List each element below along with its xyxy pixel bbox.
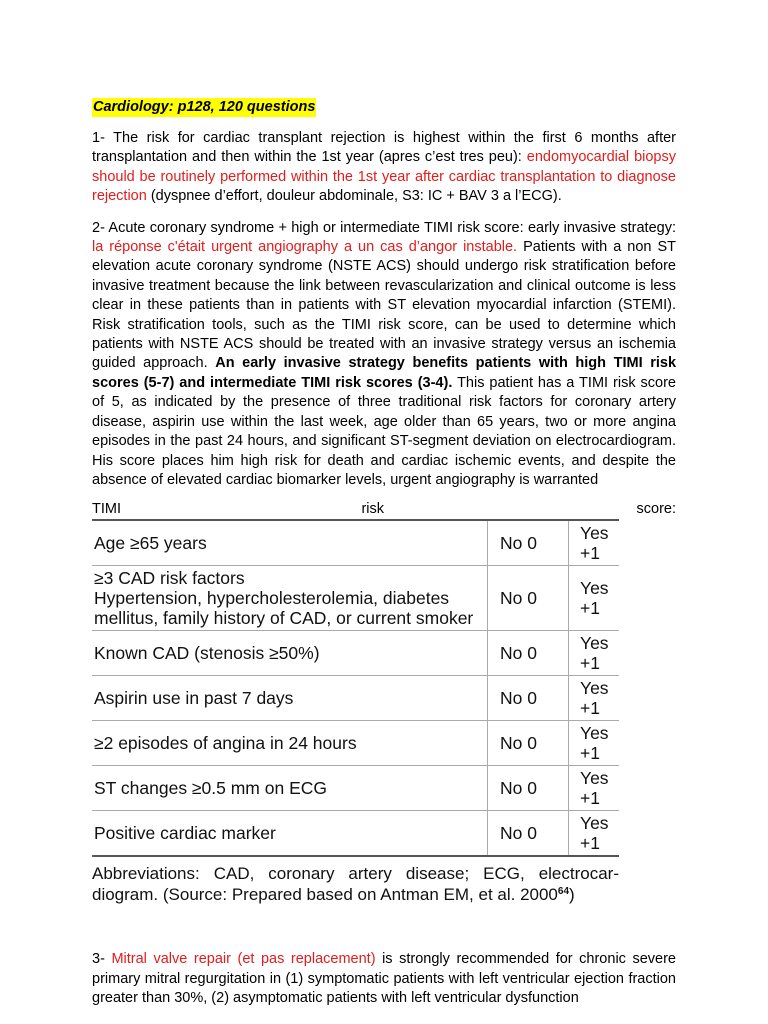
timi-criterion: Positive cardiac marker — [94, 823, 276, 844]
document-page — [92, 98, 676, 1009]
paragraph-3 — [92, 950, 676, 1008]
abbreviations-text: Abbreviations: CAD, coronary artery disease; ECG, electrocar-diogram. (Source: Prepared based on Antman EM, et al. 2000 — [92, 864, 619, 905]
timi-criterion: ≥3 CAD risk factors Hypertension, hypercholesterolemia, diabetes mellitus, family history of CAD, or current smoker — [92, 566, 488, 631]
timi-no-value: No 0 — [488, 520, 569, 566]
timi-no-value: No 0 — [488, 566, 569, 631]
abbreviations-close: ) — [569, 885, 575, 905]
timi-yes-value: Yes +1 — [569, 766, 620, 811]
p1-text-2: (dyspnee d’effort, douleur abdominale, S3: IC + BAV 3 a l’ECG). — [146, 188, 562, 205]
timi-risk-table — [92, 519, 619, 857]
paragraph-1 — [92, 129, 676, 207]
timi-yes-value: Yes +1 — [569, 811, 620, 857]
timi-word: TIMI — [92, 501, 121, 518]
p1-text-1: 1- The risk for cardiac transplant rejection is highest within the first 6 months after transplantation and then within the 1st year (apres c’est tres peu): — [92, 130, 676, 166]
timi-row — [92, 721, 619, 766]
table-abbreviations — [92, 863, 619, 905]
timi-yes-value: Yes +1 — [569, 676, 620, 721]
p3-highlight: Mitral valve repair (et pas replacement) — [111, 951, 376, 968]
section-heading: Cardiology: p128, 120 questions — [93, 99, 316, 115]
timi-row — [92, 631, 619, 676]
timi-criterion: ≥2 episodes of angina in 24 hours — [92, 721, 488, 766]
timi-yes-value: Yes +1 — [569, 566, 620, 631]
timi-criterion: Aspirin use in past 7 days — [92, 676, 488, 721]
timi-criterion: Known CAD (stenosis ≥50%) — [92, 631, 488, 676]
timi-row — [92, 566, 619, 631]
score-word: score: — [636, 501, 676, 518]
timi-no-value: No 0 — [488, 721, 569, 766]
risk-word: risk — [361, 501, 385, 518]
p1-highlight: endomyocardial biopsy should be routinely performed within the 1st year after cardiac transplantation to diagnose rejection — [92, 149, 676, 205]
timi-no-value: No 0 — [488, 766, 569, 811]
timi-criterion: ST changes ≥0.5 mm on ECG — [92, 766, 488, 811]
timi-row — [92, 520, 619, 566]
p2-text-2: Patients with a non ST elevation acute coronary syndrome (NSTE ACS) should undergo risk stratification before invasive treatment because the link between revascularization and clinical outcome is less clear in these patients than in patients with ST elevation myocardial infarction (STEMI). Risk stratification tools, such as the TIMI risk score, can be used to determine which patients with NSTE ACS should be treated with an invasive strategy versus an ischemia guided approach. — [92, 239, 677, 372]
p2-text-1: 2- Acute coronary syndrome + high or intermediate TIMI risk score: early invasive strategy: — [92, 219, 676, 236]
timi-no-value: No 0 — [488, 676, 569, 721]
timi-yes-value: Yes +1 — [569, 631, 620, 676]
p3-text-1: 3- — [92, 951, 112, 968]
timi-yes-value: Yes +1 — [569, 520, 620, 566]
p2-highlight: la réponse c'était urgent angiography a un cas d’angor instable. — [92, 239, 518, 256]
timi-row — [92, 676, 619, 721]
timi-no-value: No 0 — [488, 631, 569, 676]
paragraph-2 — [92, 219, 676, 491]
timi-label-line — [92, 500, 676, 519]
timi-row — [92, 811, 619, 857]
timi-no-value: No 0 — [488, 811, 569, 857]
timi-criterion: Age ≥65 years — [92, 520, 488, 566]
p3-text-2: is strongly recommended for chronic severe primary mitral regurgitation in (1) symptomatic patients with left ventricular ejection fraction greater than 30%, (2) asymptomatic patients with left ventricular dysfunction — [92, 951, 676, 1007]
timi-row — [92, 766, 619, 811]
p2-text-3: This patient has a TIMI risk score of 5, as indicated by the presence of three traditional risk factors for coronary artery disease, aspirin use within the last week, age older than 65 years, two or more angina episodes in the past 24 hours, and significant ST-segment deviation on electrocardiogram. His score places him high risk for death and cardiac ischemic events, and despite the absence of elevated cardiac biomarker levels, urgent angiography is warranted — [92, 374, 677, 488]
p2-bold: An early invasive strategy benefits patients with high TIMI risk scores (5-7) and intermediate TIMI risk scores (3-4). — [92, 355, 677, 391]
reference-superscript: 64 — [557, 886, 570, 898]
timi-yes-value: Yes +1 — [569, 721, 620, 766]
